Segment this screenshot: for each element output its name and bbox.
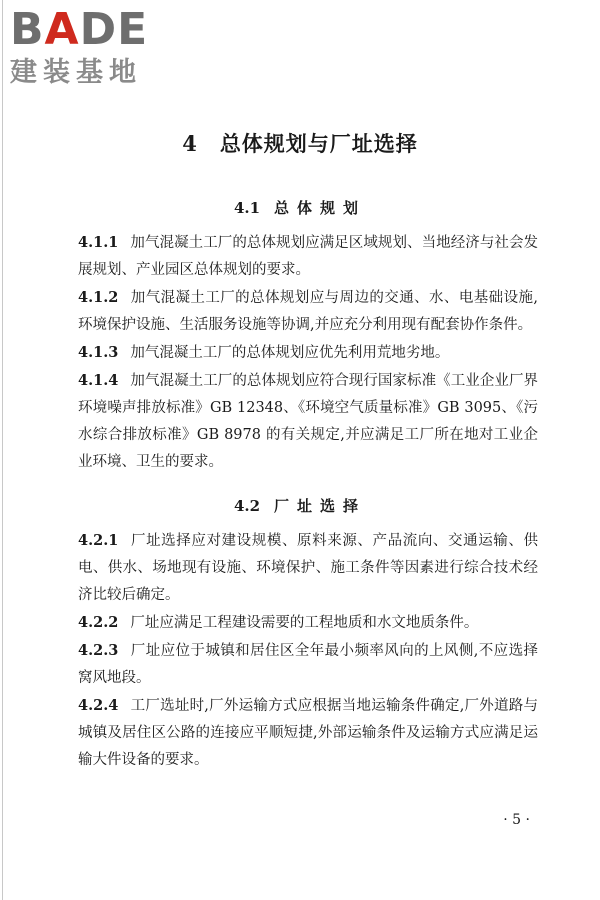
clause-number: 4.2.3 [78,642,119,659]
clause-number: 4.1.3 [78,344,119,361]
section-4-1-clauses [78,229,538,476]
section-number: 4.1 [233,199,261,217]
clause-number: 4.1.2 [78,289,119,306]
clause-number: 4.2.1 [78,532,119,549]
clause-text: 工厂选址时,厂外运输方式应根据当地运输条件确定,厂外道路与城镇及居住区公路的连接应平顺短捷,外部运输条件及运输方式应满足运输大件设备的要求。 [78,698,538,768]
clause-number: 4.2.4 [78,697,119,714]
section-title-4-2 [0,495,600,516]
page-number: · 5 · [503,812,530,828]
clause-4-2-2 [78,609,538,637]
section-title-text: 厂址选择 [274,497,367,515]
chapter-number: 4 [182,131,198,156]
section-title-text: 总体规划 [274,199,367,217]
clause-4-2-4 [78,692,538,774]
clause-4-2-3 [78,637,538,692]
logo-accent-letter: A [44,4,80,55]
clause-text: 加气混凝土工厂的总体规划应与周边的交通、水、电基础设施,环境保护设施、生活服务设施等协调,并应充分利用现有配套协作条件。 [78,290,538,333]
bade-logo [10,6,175,90]
chapter-title-text: 总体规划与厂址选择 [219,131,418,156]
logo-subtitle: 建装基地 [10,57,142,88]
clause-number: 4.1.1 [78,234,119,251]
clause-4-1-1 [78,229,538,284]
clause-text: 厂址应位于城镇和居住区全年最小频率风向的上风侧,不应选择窝风地段。 [78,643,538,686]
clause-4-1-2 [78,284,538,339]
clause-text: 加气混凝土工厂的总体规划应满足区域规划、当地经济与社会发展规划、产业园区总体规划的要求。 [78,235,538,278]
clause-text: 加气混凝土工厂的总体规划应符合现行国家标准《工业企业厂界环境噪声排放标准》GB 12348、《环境空气质量标准》GB 3095、《污水综合排放标准》GB 8978 的有关规定,并应满足工厂所在地对工业企业环境、卫生的要求。 [78,373,538,470]
clause-number: 4.2.2 [78,614,119,631]
clause-text: 厂址应满足工程建设需要的工程地质和水文地质条件。 [130,615,479,631]
logo-wordmark: BADE [10,4,149,55]
clause-4-1-3 [78,339,538,367]
clause-number: 4.1.4 [78,372,119,389]
clause-text: 厂址选择应对建设规模、原料来源、产品流向、交通运输、供电、供水、场地现有设施、环境保护、施工条件等因素进行综合技术经济比较后确定。 [78,533,538,603]
clause-text: 加气混凝土工厂的总体规划应优先利用荒地劣地。 [130,345,450,361]
section-number: 4.2 [233,497,261,515]
clause-4-1-4 [78,367,538,476]
clause-4-2-1 [78,527,538,609]
section-title-4-1 [0,197,600,218]
section-4-2-clauses [78,527,538,774]
chapter-title [0,128,600,158]
